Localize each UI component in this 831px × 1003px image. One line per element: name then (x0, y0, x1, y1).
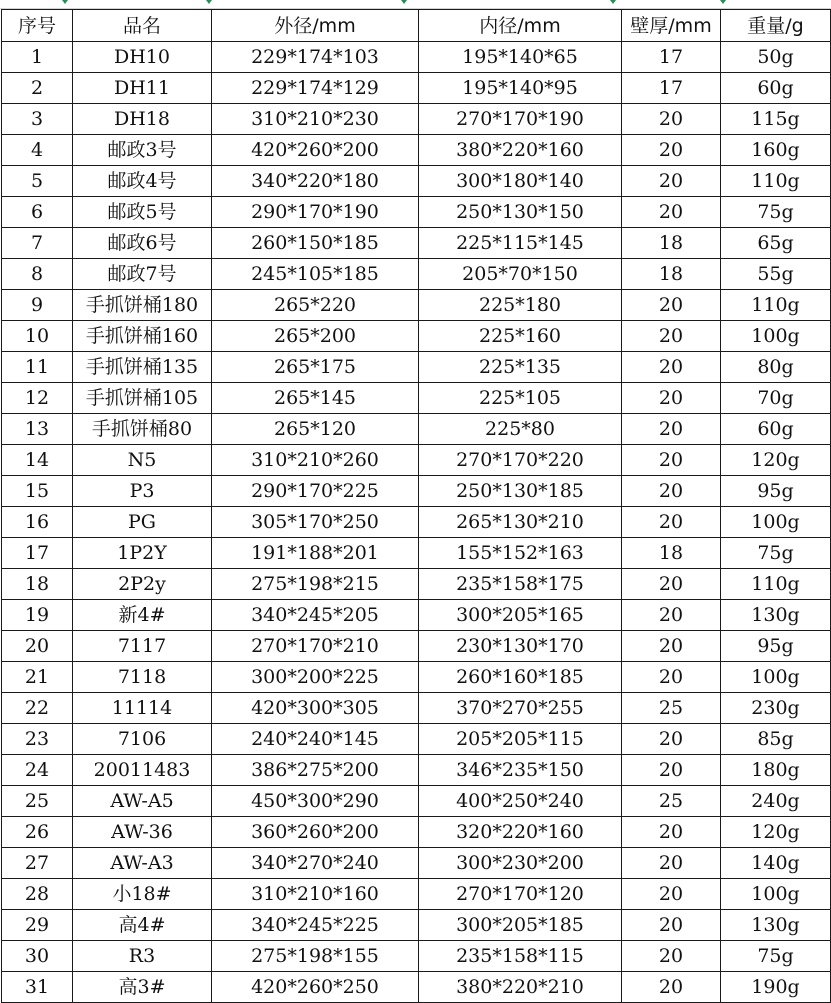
table-row (2, 910, 831, 941)
cell-index[interactable]: 12 (2, 383, 73, 414)
cell-wall-thickness[interactable]: 20 (622, 848, 721, 879)
table-row (2, 941, 831, 972)
cell-wall-thickness[interactable]: 17 (622, 73, 721, 104)
cell-wall-thickness[interactable]: 20 (622, 445, 721, 476)
cell-inner-dimensions[interactable]: 400*250*240 (419, 786, 622, 817)
cell-wall-thickness[interactable]: 20 (622, 817, 721, 848)
cell-weight[interactable]: 180g (721, 755, 831, 786)
cell-inner-dimensions[interactable]: 205*70*150 (419, 259, 622, 290)
cell-index[interactable]: 5 (2, 166, 73, 197)
cell-outer-dimensions[interactable]: 420*260*200 (212, 135, 419, 166)
cell-index[interactable]: 6 (2, 197, 73, 228)
cell-weight[interactable]: 110g (721, 290, 831, 321)
cell-inner-dimensions[interactable]: 270*170*220 (419, 445, 622, 476)
cell-outer-dimensions[interactable]: 340*245*225 (212, 910, 419, 941)
cell-outer-dimensions[interactable]: 290*170*225 (212, 476, 419, 507)
header-cell-wall-thickness[interactable]: 壁厚/mm (622, 10, 721, 42)
cell-inner-dimensions[interactable]: 300*205*185 (419, 910, 622, 941)
cell-outer-dimensions[interactable]: 229*174*129 (212, 73, 419, 104)
cell-outer-dimensions[interactable]: 340*220*180 (212, 166, 419, 197)
cell-index[interactable]: 29 (2, 910, 73, 941)
cell-index[interactable]: 26 (2, 817, 73, 848)
cell-index[interactable]: 15 (2, 476, 73, 507)
header-cell-product-name[interactable]: 品名 (73, 10, 212, 42)
cell-product-name[interactable]: 新4# (73, 600, 212, 631)
cell-wall-thickness[interactable]: 20 (622, 476, 721, 507)
cell-inner-dimensions[interactable]: 225*115*145 (419, 228, 622, 259)
table-row (2, 414, 831, 445)
cell-outer-dimensions[interactable]: 275*198*215 (212, 569, 419, 600)
cell-wall-thickness[interactable]: 20 (622, 600, 721, 631)
cell-wall-thickness[interactable]: 20 (622, 755, 721, 786)
cell-index[interactable]: 4 (2, 135, 73, 166)
cell-inner-dimensions[interactable]: 320*220*160 (419, 817, 622, 848)
cell-inner-dimensions[interactable]: 225*135 (419, 352, 622, 383)
cell-inner-dimensions[interactable]: 270*170*190 (419, 104, 622, 135)
cell-weight[interactable]: 100g (721, 662, 831, 693)
cell-outer-dimensions[interactable]: 310*210*160 (212, 879, 419, 910)
previous-row-strip (0, 0, 831, 9)
cell-marker-icon (720, 0, 726, 4)
cell-weight[interactable]: 100g (721, 879, 831, 910)
cell-index[interactable]: 2 (2, 73, 73, 104)
cell-product-name[interactable]: AW-A3 (73, 848, 212, 879)
cell-inner-dimensions[interactable]: 260*160*185 (419, 662, 622, 693)
cell-inner-dimensions[interactable]: 265*130*210 (419, 507, 622, 538)
table-row (2, 445, 831, 476)
cell-product-name[interactable]: DH18 (73, 104, 212, 135)
cell-inner-dimensions[interactable]: 225*80 (419, 414, 622, 445)
cell-inner-dimensions[interactable]: 380*220*210 (419, 972, 622, 1003)
cell-inner-dimensions[interactable]: 270*170*120 (419, 879, 622, 910)
cell-weight[interactable]: 230g (721, 693, 831, 724)
cell-product-name[interactable]: 高4# (73, 910, 212, 941)
cell-product-name[interactable]: 7117 (73, 631, 212, 662)
cell-wall-thickness[interactable]: 20 (622, 941, 721, 972)
cell-weight[interactable]: 70g (721, 383, 831, 414)
cell-weight[interactable]: 85g (721, 724, 831, 755)
cell-product-name[interactable]: 2P2y (73, 569, 212, 600)
cell-weight[interactable]: 190g (721, 972, 831, 1003)
cell-inner-dimensions[interactable]: 225*160 (419, 321, 622, 352)
cell-inner-dimensions[interactable]: 235*158*115 (419, 941, 622, 972)
cell-wall-thickness[interactable]: 20 (622, 569, 721, 600)
table-row (2, 476, 831, 507)
cell-outer-dimensions[interactable]: 310*210*230 (212, 104, 419, 135)
cell-inner-dimensions[interactable]: 370*270*255 (419, 693, 622, 724)
table-row (2, 848, 831, 879)
cell-index[interactable]: 17 (2, 538, 73, 569)
cell-index[interactable]: 11 (2, 352, 73, 383)
cell-outer-dimensions[interactable]: 386*275*200 (212, 755, 419, 786)
table-row (2, 755, 831, 786)
cell-wall-thickness[interactable]: 20 (622, 724, 721, 755)
cell-wall-thickness[interactable]: 25 (622, 693, 721, 724)
cell-product-name[interactable]: 1P2Y (73, 538, 212, 569)
cell-product-name[interactable]: PG (73, 507, 212, 538)
cell-index[interactable]: 27 (2, 848, 73, 879)
cell-weight[interactable]: 110g (721, 569, 831, 600)
cell-inner-dimensions[interactable]: 225*105 (419, 383, 622, 414)
cell-weight[interactable]: 110g (721, 166, 831, 197)
cell-wall-thickness[interactable]: 18 (622, 259, 721, 290)
table-row (2, 631, 831, 662)
table-row (2, 724, 831, 755)
cell-product-name[interactable]: 邮政4号 (73, 166, 212, 197)
table-row (2, 693, 831, 724)
cell-product-name[interactable]: 邮政6号 (73, 228, 212, 259)
cell-product-name[interactable]: N5 (73, 445, 212, 476)
table-row (2, 259, 831, 290)
cell-outer-dimensions[interactable]: 191*188*201 (212, 538, 419, 569)
cell-product-name[interactable]: AW-36 (73, 817, 212, 848)
cell-index[interactable]: 31 (2, 972, 73, 1003)
table-row (2, 104, 831, 135)
cell-outer-dimensions[interactable]: 265*200 (212, 321, 419, 352)
cell-index[interactable]: 18 (2, 569, 73, 600)
cell-wall-thickness[interactable]: 20 (622, 290, 721, 321)
table-body (2, 42, 831, 1003)
cell-wall-thickness[interactable]: 20 (622, 414, 721, 445)
cell-product-name[interactable]: 手抓饼桶160 (73, 321, 212, 352)
cell-index[interactable]: 25 (2, 786, 73, 817)
cell-wall-thickness[interactable]: 18 (622, 538, 721, 569)
cell-wall-thickness[interactable]: 20 (622, 104, 721, 135)
cell-weight[interactable]: 60g (721, 73, 831, 104)
cell-wall-thickness[interactable]: 20 (622, 662, 721, 693)
cell-weight[interactable]: 115g (721, 104, 831, 135)
cell-outer-dimensions[interactable]: 305*170*250 (212, 507, 419, 538)
cell-weight[interactable]: 60g (721, 414, 831, 445)
cell-index[interactable]: 28 (2, 879, 73, 910)
cell-wall-thickness[interactable]: 20 (622, 910, 721, 941)
cell-inner-dimensions[interactable]: 195*140*65 (419, 42, 622, 73)
cell-index[interactable]: 23 (2, 724, 73, 755)
cell-outer-dimensions[interactable]: 270*170*210 (212, 631, 419, 662)
cell-index[interactable]: 1 (2, 42, 73, 73)
cell-weight[interactable]: 100g (721, 321, 831, 352)
cell-inner-dimensions[interactable]: 346*235*150 (419, 755, 622, 786)
cell-inner-dimensions[interactable]: 300*205*165 (419, 600, 622, 631)
cell-weight[interactable]: 240g (721, 786, 831, 817)
cell-marker-icon (610, 0, 616, 4)
header-row (2, 10, 831, 42)
cell-wall-thickness[interactable]: 20 (622, 352, 721, 383)
cell-wall-thickness[interactable]: 20 (622, 507, 721, 538)
cell-index[interactable]: 3 (2, 104, 73, 135)
cell-inner-dimensions[interactable]: 250*130*150 (419, 197, 622, 228)
cell-product-name[interactable]: P3 (73, 476, 212, 507)
table-row (2, 166, 831, 197)
table-row (2, 42, 831, 73)
cell-product-name[interactable]: AW-A5 (73, 786, 212, 817)
cell-weight[interactable]: 120g (721, 817, 831, 848)
cell-product-name[interactable]: R3 (73, 941, 212, 972)
cell-weight[interactable]: 75g (721, 941, 831, 972)
table-row (2, 383, 831, 414)
header-cell-index[interactable]: 序号 (2, 10, 73, 42)
cell-outer-dimensions[interactable]: 290*170*190 (212, 197, 419, 228)
cell-weight[interactable]: 130g (721, 600, 831, 631)
cell-index[interactable]: 10 (2, 321, 73, 352)
cell-outer-dimensions[interactable]: 265*145 (212, 383, 419, 414)
cell-index[interactable]: 9 (2, 290, 73, 321)
cell-weight[interactable]: 160g (721, 135, 831, 166)
cell-product-name[interactable]: 手抓饼桶105 (73, 383, 212, 414)
cell-outer-dimensions[interactable]: 340*270*240 (212, 848, 419, 879)
cell-index[interactable]: 24 (2, 755, 73, 786)
cell-inner-dimensions[interactable]: 155*152*163 (419, 538, 622, 569)
cell-wall-thickness[interactable]: 17 (622, 42, 721, 73)
cell-index[interactable]: 30 (2, 941, 73, 972)
cell-wall-thickness[interactable]: 20 (622, 631, 721, 662)
cell-marker-icon (206, 0, 212, 4)
header-cell-outer-dimensions[interactable]: 外径/mm (212, 10, 419, 42)
cell-wall-thickness[interactable]: 20 (622, 166, 721, 197)
cell-weight[interactable]: 140g (721, 848, 831, 879)
cell-wall-thickness[interactable]: 20 (622, 879, 721, 910)
cell-index[interactable]: 8 (2, 259, 73, 290)
table-row (2, 135, 831, 166)
cell-outer-dimensions[interactable]: 450*300*290 (212, 786, 419, 817)
cell-inner-dimensions[interactable]: 250*130*185 (419, 476, 622, 507)
table-row (2, 972, 831, 1003)
cell-inner-dimensions[interactable]: 300*230*200 (419, 848, 622, 879)
cell-outer-dimensions[interactable]: 310*210*260 (212, 445, 419, 476)
cell-wall-thickness[interactable]: 20 (622, 135, 721, 166)
cell-product-name[interactable]: 7118 (73, 662, 212, 693)
cell-index[interactable]: 19 (2, 600, 73, 631)
cell-product-name[interactable]: 邮政7号 (73, 259, 212, 290)
cell-wall-thickness[interactable]: 20 (622, 383, 721, 414)
header-cell-weight[interactable]: 重量/g (721, 10, 831, 42)
table-row (2, 538, 831, 569)
table-row (2, 290, 831, 321)
table-row (2, 197, 831, 228)
cell-product-name[interactable]: 高3# (73, 972, 212, 1003)
table-row (2, 569, 831, 600)
cell-weight[interactable]: 95g (721, 476, 831, 507)
cell-wall-thickness[interactable]: 20 (622, 972, 721, 1003)
cell-inner-dimensions[interactable]: 225*180 (419, 290, 622, 321)
cell-weight[interactable]: 75g (721, 538, 831, 569)
cell-index[interactable]: 13 (2, 414, 73, 445)
cell-outer-dimensions[interactable]: 229*174*103 (212, 42, 419, 73)
cell-product-name[interactable]: DH11 (73, 73, 212, 104)
cell-product-name[interactable]: 小18# (73, 879, 212, 910)
cell-index[interactable]: 20 (2, 631, 73, 662)
cell-index[interactable]: 16 (2, 507, 73, 538)
cell-weight[interactable]: 95g (721, 631, 831, 662)
table-row (2, 507, 831, 538)
cell-inner-dimensions[interactable]: 300*180*140 (419, 166, 622, 197)
cell-product-name[interactable]: 11114 (73, 693, 212, 724)
cell-wall-thickness[interactable]: 20 (622, 321, 721, 352)
cell-index[interactable]: 22 (2, 693, 73, 724)
cell-product-name[interactable]: 7106 (73, 724, 212, 755)
cell-weight[interactable]: 75g (721, 197, 831, 228)
cell-product-name[interactable]: 邮政5号 (73, 197, 212, 228)
cell-outer-dimensions[interactable]: 265*120 (212, 414, 419, 445)
cell-weight[interactable]: 50g (721, 42, 831, 73)
cell-product-name[interactable]: 20011483 (73, 755, 212, 786)
header-cell-inner-dimensions[interactable]: 内径/mm (419, 10, 622, 42)
cell-product-name[interactable]: 手抓饼桶135 (73, 352, 212, 383)
cell-index[interactable]: 21 (2, 662, 73, 693)
cell-inner-dimensions[interactable]: 380*220*160 (419, 135, 622, 166)
cell-outer-dimensions[interactable]: 420*300*305 (212, 693, 419, 724)
table-row (2, 321, 831, 352)
cell-inner-dimensions[interactable]: 195*140*95 (419, 73, 622, 104)
cell-weight[interactable]: 130g (721, 910, 831, 941)
cell-product-name[interactable]: 邮政3号 (73, 135, 212, 166)
table-row (2, 352, 831, 383)
cell-weight[interactable]: 100g (721, 507, 831, 538)
cell-outer-dimensions[interactable]: 360*260*200 (212, 817, 419, 848)
table-row (2, 600, 831, 631)
cell-outer-dimensions[interactable]: 420*260*250 (212, 972, 419, 1003)
specification-table (1, 9, 831, 1003)
cell-product-name[interactable]: 手抓饼桶80 (73, 414, 212, 445)
cell-index[interactable]: 14 (2, 445, 73, 476)
cell-inner-dimensions[interactable]: 230*130*170 (419, 631, 622, 662)
cell-outer-dimensions[interactable]: 245*105*185 (212, 259, 419, 290)
cell-inner-dimensions[interactable]: 205*205*115 (419, 724, 622, 755)
cell-weight[interactable]: 120g (721, 445, 831, 476)
table-row (2, 786, 831, 817)
cell-index[interactable]: 7 (2, 228, 73, 259)
cell-outer-dimensions[interactable]: 265*220 (212, 290, 419, 321)
cell-wall-thickness[interactable]: 18 (622, 228, 721, 259)
cell-outer-dimensions[interactable]: 240*240*145 (212, 724, 419, 755)
cell-weight[interactable]: 55g (721, 259, 831, 290)
cell-inner-dimensions[interactable]: 235*158*175 (419, 569, 622, 600)
table-row (2, 228, 831, 259)
cell-outer-dimensions[interactable]: 265*175 (212, 352, 419, 383)
cell-marker-icon (401, 0, 407, 4)
cell-outer-dimensions[interactable]: 300*200*225 (212, 662, 419, 693)
table-row (2, 817, 831, 848)
cell-wall-thickness[interactable]: 20 (622, 197, 721, 228)
cell-outer-dimensions[interactable]: 275*198*155 (212, 941, 419, 972)
cell-weight[interactable]: 80g (721, 352, 831, 383)
cell-weight[interactable]: 65g (721, 228, 831, 259)
table-row (2, 879, 831, 910)
cell-outer-dimensions[interactable]: 260*150*185 (212, 228, 419, 259)
cell-product-name[interactable]: DH10 (73, 42, 212, 73)
cell-wall-thickness[interactable]: 25 (622, 786, 721, 817)
table-row (2, 662, 831, 693)
cell-marker-icon (62, 0, 68, 4)
cell-product-name[interactable]: 手抓饼桶180 (73, 290, 212, 321)
table-row (2, 73, 831, 104)
cell-outer-dimensions[interactable]: 340*245*205 (212, 600, 419, 631)
